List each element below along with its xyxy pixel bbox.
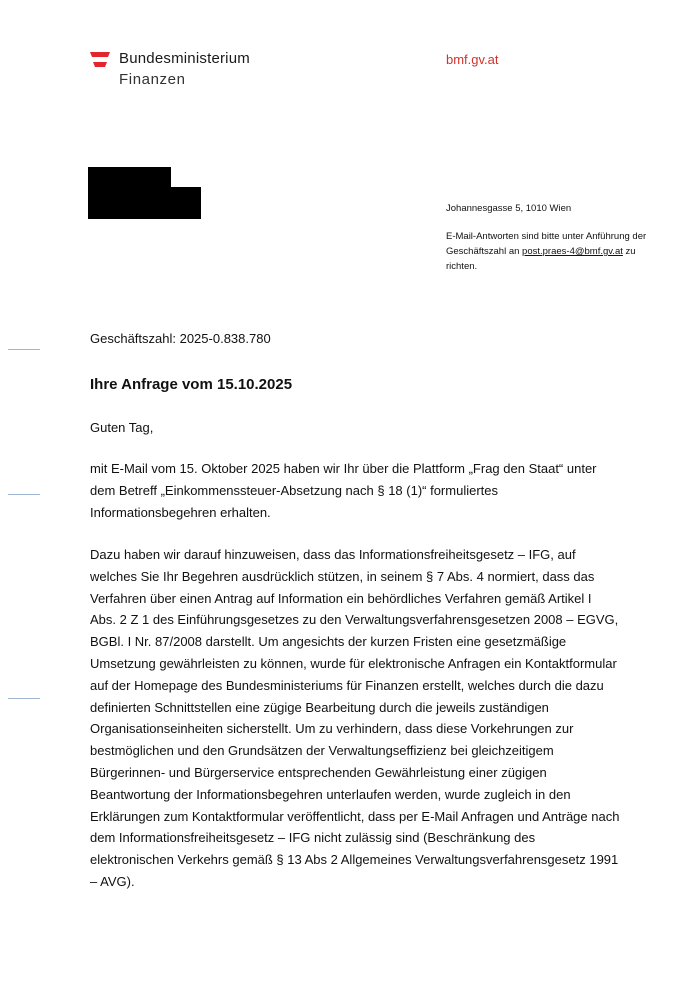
sender-address: Johannesgasse 5, 1010 Wien — [446, 203, 572, 214]
greeting: Guten Tag, — [90, 420, 154, 435]
org-name-line1: Bundesministerium — [119, 50, 250, 67]
redacted-recipient-address — [88, 187, 201, 219]
reference-number: Geschäftszahl: 2025-0.838.780 — [90, 331, 271, 346]
body-paragraph: Dazu haben wir darauf hinzuweisen, dass das Informationsfreiheitsgesetz – IFG, auf welches Sie Ihr Begehren ausdrücklich stützen, in seinem § 7 Abs. 4 normiert, dass das Verfahren über einen Antrag auf Information ein behördliches Verfahren gemäß Artikel I Abs. 2 Z 1 des Einführungsgesetzes zu den Verwaltungsverfahrensgesetzen 2008 – EGVG, BGBl. I Nr. 87/2008 darstellt. Um angesichts der kurzen Fristen eine gesetzmäßige Umsetzung gewährleisten zu können, wurde für elektronische Anfragen ein Kontaktformular auf der Homepage des Bundesministeriums für Finanzen erstellt, welches durch die dazu definierten Schnittstellen eine zügige Bearbeitung durch die jeweils zuständigen Organisationseinheiten sicherstellt. Um zu verhindern, dass diese Vorkehrungen zur bestmöglichen und den Grundsätzen der Verwaltungseffizienz bei gleichzeitigem Bürgerinnen- und Bürgerservice entsprechenden Gewährleistung einer zügigen Beantwortung der Informationsbegehren unterlaufen werden, wurde zugleich in den Erklärungen zum Kontaktformular veröffentlicht, dass per E-Mail Anfragen und Anträge nach dem Informationsfreiheitsgesetz – IFG nicht zulässig sind (Beschränkung des elektronischen Verkehrs gemäß § 13 Abs 2 Allgemeines Verwaltungsverfahrensgesetz 1991 – AVG). — [90, 547, 620, 889]
fold-mark — [8, 349, 40, 350]
fold-mark — [8, 494, 40, 495]
reply-email-link[interactable]: post.praes-4@bmf.gv.at — [522, 246, 623, 257]
body-paragraph: mit E-Mail vom 15. Oktober 2025 haben wir Ihr über die Plattform „Frag den Staat“ unter dem Betreff „Einkommenssteuer-Absetzung nach § 18 (1)“ formuliertes Informationsbegehren erhalten. — [90, 461, 597, 520]
austrian-flag-logo-icon — [90, 52, 110, 68]
letter-subject: Ihre Anfrage vom 15.10.2025 — [90, 376, 293, 393]
redacted-recipient-name — [88, 167, 171, 187]
org-name-line2: Finanzen — [119, 71, 186, 88]
website-link[interactable]: bmf.gv.at — [446, 52, 499, 67]
email-note-suffix: zu richten. — [446, 246, 636, 272]
fold-mark — [8, 698, 40, 699]
email-reply-note — [446, 229, 666, 274]
email-note-text: E-Mail-Antworten sind bitte unter Anführung der Geschäftszahl an — [446, 231, 647, 257]
